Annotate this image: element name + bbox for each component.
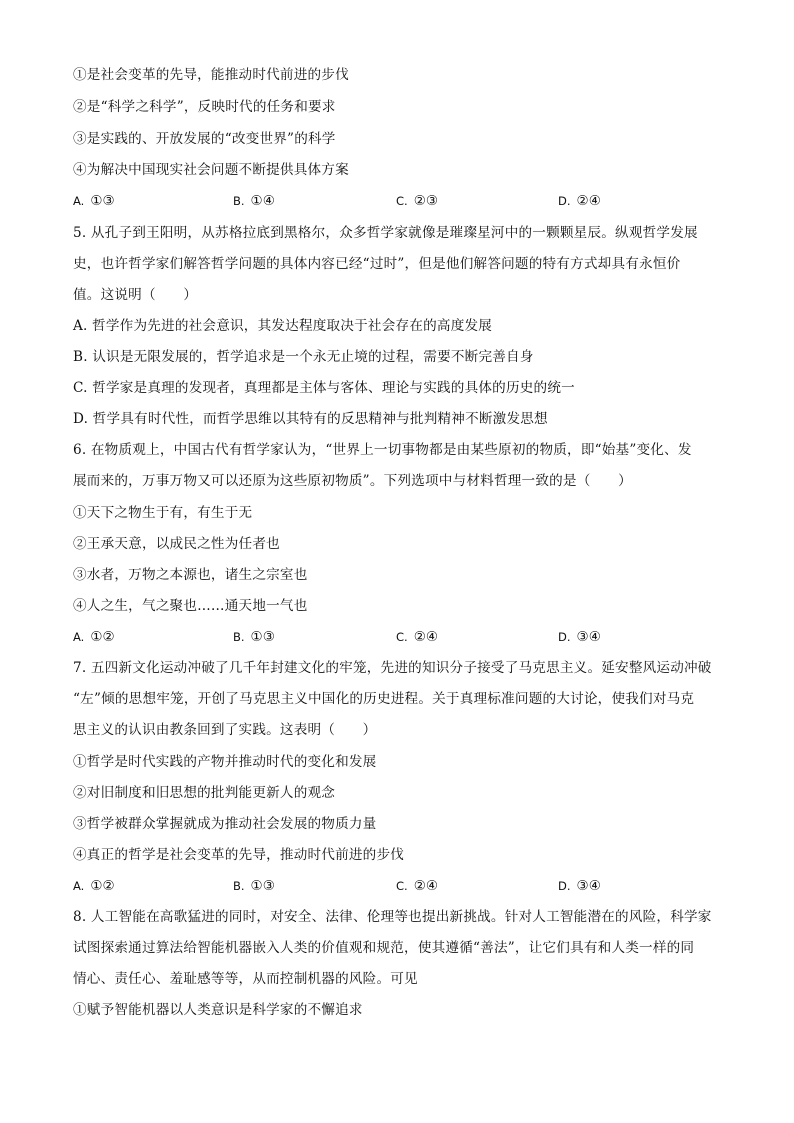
option-c: C. ②④	[396, 629, 439, 645]
question-5-stem: 5. 从孔子到王阳明，从苏格拉底到黑格尔，众多哲学家就像是璀璨星河中的一颗颗星辰。纵观哲学发展	[73, 225, 698, 241]
statement: ③哲学被群众掌握就成为推动社会发展的物质力量	[73, 816, 377, 832]
question-5-choice-b: B. 认识是无限发展的，哲学追求是一个永无止境的过程，需要不断完善自身	[73, 349, 534, 365]
statement: ①哲学是时代实践的产物并推动时代的变化和发展	[73, 754, 377, 770]
option-b: B. ①③	[233, 878, 275, 894]
option-c: C. ②④	[396, 878, 439, 894]
statement: ①天下之物生于有，有生于无	[73, 505, 253, 521]
option-d: D. ③④	[558, 878, 601, 894]
statement: ②对旧制度和旧思想的批判能更新人的观念	[73, 785, 336, 801]
option-d: D. ②④	[558, 193, 601, 209]
statement: ②是“科学之科学”，反映时代的任务和要求	[73, 99, 336, 115]
option-c: C. ②③	[396, 193, 439, 209]
question-5-stem: 史，也许哲学家们解答哲学问题的具体内容已经“过时”，但是他们解答问题的特有方式却具有永恒价	[73, 256, 681, 272]
option-d: D. ③④	[558, 629, 601, 645]
question-5-stem: 值。这说明（ ）	[73, 287, 198, 303]
question-8-stem: 情心、责任心、羞耻感等等，从而控制机器的风险。可见	[73, 971, 418, 987]
question-5-choice-c: C. 哲学家是真理的发现者，真理都是主体与客体、理论与实践的具体的历史的统一	[73, 380, 575, 396]
answer-options	[73, 628, 733, 646]
statement: ①是社会变革的先导，能推动时代前进的步伐	[73, 67, 349, 83]
question-7-stem: “左”倾的思想牢笼，开创了马克思主义中国化的历史进程。关于真理标准问题的大讨论，使我们对马克	[73, 691, 695, 707]
question-5-choice-a: A. 哲学作为先进的社会意识，其发达程度取决于社会存在的高度发展	[73, 318, 493, 334]
statement: ④人之生，气之聚也……通天地一气也	[73, 598, 308, 614]
question-8-stem: 8. 人工智能在高歌猛进的同时，对安全、法律、伦理等也提出新挑战。针对人工智能潜在的风险，科学家	[73, 909, 712, 925]
question-6-stem: 展而来的，万事万物又可以还原为这些原初物质”。下列选项中与材料哲理一致的是（ ）	[73, 473, 632, 489]
statement: ①赋予智能机器以人类意识是科学家的不懈追求	[73, 1002, 363, 1018]
option-a: A. ①③	[73, 193, 115, 209]
statement: ②王承天意，以成民之性为任者也	[73, 536, 280, 552]
option-b: B. ①③	[233, 629, 275, 645]
question-7-stem: 7. 五四新文化运动冲破了几千年封建文化的牢笼，先进的知识分子接受了马克思主义。延安整风运动冲破	[73, 660, 712, 676]
answer-options	[73, 877, 733, 895]
option-a: A. ①②	[73, 878, 115, 894]
option-a: A. ①②	[73, 629, 115, 645]
question-8-stem: 试图探索通过算法给智能机器嵌入人类的价值观和规范，使其遵循“善法”，让它们具有和人类一样的同	[73, 940, 695, 956]
statement: ④为解决中国现实社会问题不断提供具体方案	[73, 162, 349, 178]
answer-options	[73, 192, 733, 210]
question-5-choice-d: D. 哲学具有时代性，而哲学思维以其特有的反思精神与批判精神不断激发思想	[73, 411, 548, 427]
option-b: B. ①④	[233, 193, 275, 209]
question-6-stem: 6. 在物质观上，中国古代有哲学家认为，“世界上一切事物都是由某些原初的物质，即“始基”变化、发	[73, 442, 692, 458]
statement: ③水者，万物之本源也，诸生之宗室也	[73, 567, 308, 583]
question-7-stem: 思主义的认识由教条回到了实践。这表明（ ）	[73, 722, 377, 738]
statement: ③是实践的、开放发展的“改变世界”的科学	[73, 131, 336, 147]
statement: ④真正的哲学是社会变革的先导，推动时代前进的步伐	[73, 847, 405, 863]
